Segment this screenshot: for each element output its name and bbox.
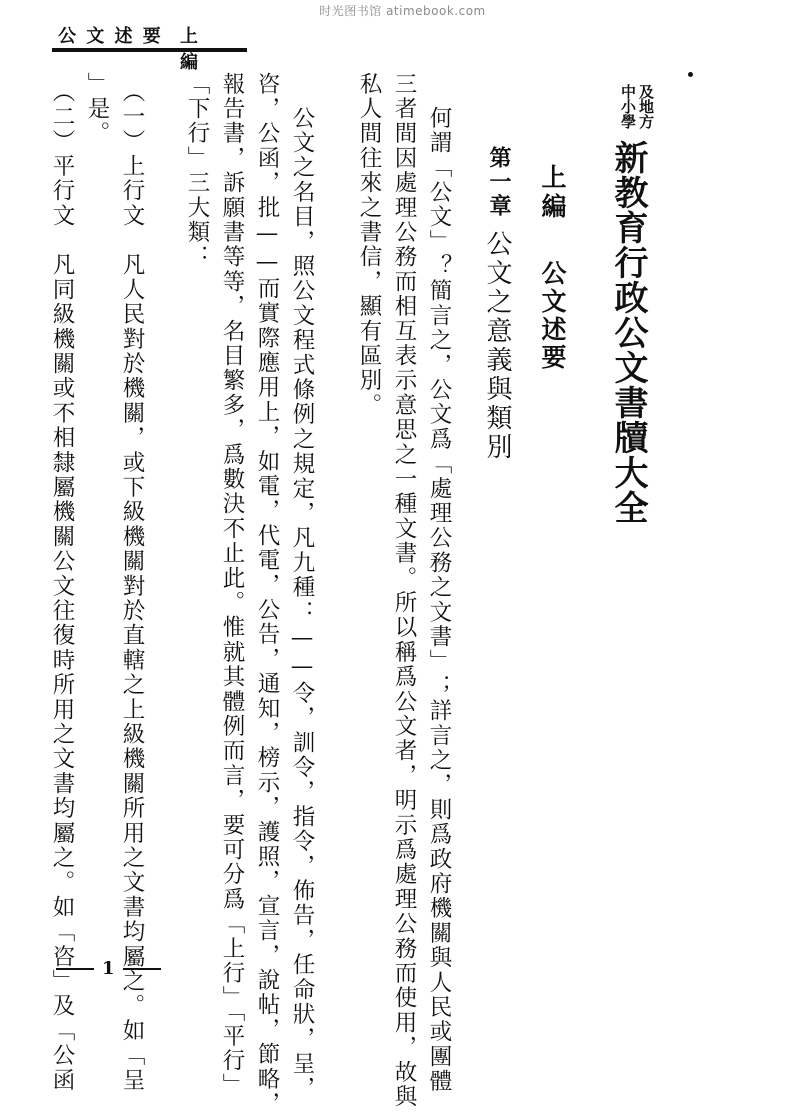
page-number-dash-right xyxy=(123,968,161,970)
series-line-2: 及地方 xyxy=(637,84,655,129)
header-title: 公 文 述 要 xyxy=(58,26,163,47)
watermark-text: 时光图书馆 atimebook.com xyxy=(319,4,486,18)
paragraph-2-line-2: 咨，公函，批——而實際應用上，如電，代電，公告，通知，榜示，護照，宣言，說帖，節略， xyxy=(254,72,280,1116)
paragraph-2-line-1: 公文之名目，照公文程式條例之規定，凡九種：——令，訓令，指令，佈告，任命狀，呈， xyxy=(289,106,315,1101)
series-line-1: 中小學 xyxy=(619,84,637,129)
paragraph-2-line-3: 報告書，訴願書等等，名目繁多，爲數決不止此。惟就其體例而言，要可分爲「上行」「平行」 xyxy=(219,72,245,1099)
paragraph-2-line-4: 「下行」三大類： xyxy=(184,72,210,270)
item-1-continuation: 」是。 xyxy=(84,72,110,147)
chapter-title: 公文之意義與類別 xyxy=(482,230,512,462)
page-number-dash-left xyxy=(56,968,94,970)
paragraph-1-line-3: 私人間往來之書信，顯有區別。 xyxy=(356,72,382,418)
book-title: 新教育行政公文書牘大全 xyxy=(608,140,648,525)
speck-mark xyxy=(688,72,693,77)
part-title: 公文述要 xyxy=(538,260,567,372)
item-1-upward-document: （一）上行文 凡人民對於機關，或下級機關對於直轄之上級機關所用之文書均屬之。如「呈 xyxy=(119,80,145,1093)
page-number-value: 1 xyxy=(102,958,115,979)
chapter-label: 第一章 xyxy=(486,146,512,218)
paragraph-1-line-1: 何謂「公文」？簡言之，公文爲「處理公務之文書」；詳言之，則爲政府機關與人民或團體 xyxy=(426,106,452,1094)
paragraph-1-line-2: 三者間因處理公務而相互表示意思之一種文書。所以稱爲公文者，明示爲處理公務而使用，故與 xyxy=(391,72,417,1110)
item-2-parallel-document: （二）平行文 凡同級機關或不相隸屬機關公文往復時所用之文書均屬之。如「咨」及「公函 xyxy=(49,80,75,1093)
page-number xyxy=(48,958,169,979)
header-section: 上 編 xyxy=(180,26,204,73)
part-label: 上編 xyxy=(538,164,567,222)
